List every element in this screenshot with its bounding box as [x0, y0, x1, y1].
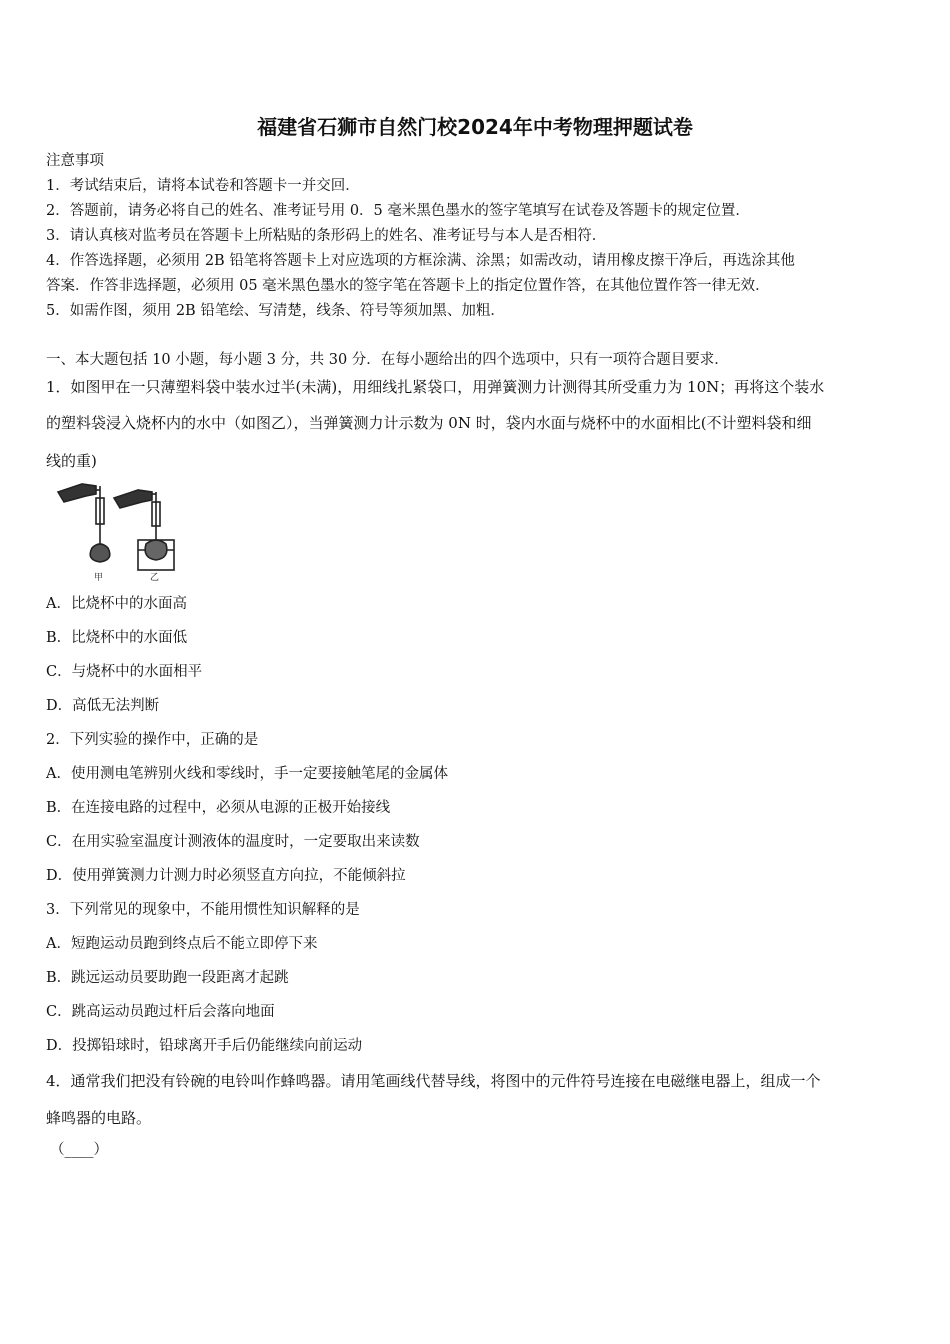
q2-option-d: D．使用弹簧测力计测力时必须竖直方向拉，不能倾斜拉 [46, 868, 406, 884]
q3-option-d: D．投掷铅球时，铅球离开手后仍能继续向前运动 [46, 1038, 363, 1054]
figure-yi [114, 490, 174, 583]
fig-label-yi: 乙 [150, 573, 160, 583]
notice-heading: 注意事项 [46, 153, 104, 169]
figure-jia [58, 484, 110, 583]
q2-option-a: A．使用测电笔辨别火线和零线时，手一定要接触笔尾的金属体 [46, 766, 448, 782]
q1-stem-line: 线的重) [46, 452, 97, 470]
fig-label-jia: 甲 [94, 573, 104, 583]
q1-stem-line: 1．如图甲在一只薄塑料袋中装水过半(未满)，用细线扎紧袋口，用弹簧测力计测得其所受重力为 10N；再将这个装水 [46, 378, 825, 396]
q3-option-b: B．跳远运动员要助跑一段距离才起跳 [46, 970, 289, 986]
notice-item: 5．如需作图，须用 2B 铅笔绘、写清楚，线条、符号等须加黑、加粗． [46, 303, 505, 319]
notice-item: 2．答题前，请务必将自己的姓名、准考证号用 0．5 毫米黑色墨水的签字笔填写在试卷及答题卡的规定位置． [46, 203, 750, 219]
q3-option-c: C．跳高运动员跑过杆后会落向地面 [46, 1004, 275, 1020]
q1-stem-line: 的塑料袋浸入烧杯内的水中（如图乙），当弹簧测力计示数为 0N 时，袋内水面与烧杯中的水面相比(不计塑料袋和细 [46, 414, 812, 432]
q1-figure [52, 480, 182, 586]
q4-answer-blank: （____） [50, 1142, 108, 1158]
notice-item: 答案．作答非选择题，必须用 05 毫米黑色墨水的签字笔在答题卡上的指定位置作答，在其他位置作答一律无效． [46, 278, 770, 294]
q4-stem-line: 4．通常我们把没有铃碗的电铃叫作蜂鸣器。请用笔画线代替导线，将图中的元件符号连接在电磁继电器上，组成一个 [46, 1072, 821, 1090]
q1-option-d: D．高低无法判断 [46, 698, 160, 714]
section-heading: 一、本大题包括 10 小题，每小题 3 分，共 30 分．在每小题给出的四个选项中，只有一项符合题目要求． [46, 352, 729, 368]
q1-option-b: B．比烧杯中的水面低 [46, 630, 188, 646]
page-title: 福建省石狮市自然门校2024年中考物理押题试卷 [257, 115, 693, 139]
q4-stem-line: 蜂鸣器的电路。 [46, 1109, 152, 1127]
q1-option-c: C．与烧杯中的水面相平 [46, 664, 203, 680]
q2-option-b: B．在连接电路的过程中，必须从电源的正极开始接线 [46, 800, 391, 816]
q3-option-a: A．短跑运动员跑到终点后不能立即停下来 [46, 936, 318, 952]
q2-option-c: C．在用实验室温度计测液体的温度时，一定要取出来读数 [46, 834, 420, 850]
notice-item: 4．作答选择题，必须用 2B 铅笔将答题卡上对应选项的方框涂满、涂黑；如需改动，请用橡皮擦干净后，再选涂其他 [46, 253, 795, 269]
notice-item: 3．请认真核对监考员在答题卡上所粘贴的条形码上的姓名、准考证号与本人是否相符． [46, 228, 607, 244]
notice-item: 1．考试结束后，请将本试卷和答题卡一并交回． [46, 178, 360, 194]
q2-stem: 2．下列实验的操作中，正确的是 [46, 732, 259, 748]
q1-option-a: A．比烧杯中的水面高 [46, 596, 187, 612]
q3-stem: 3．下列常见的现象中，不能用惯性知识解释的是 [46, 902, 360, 918]
